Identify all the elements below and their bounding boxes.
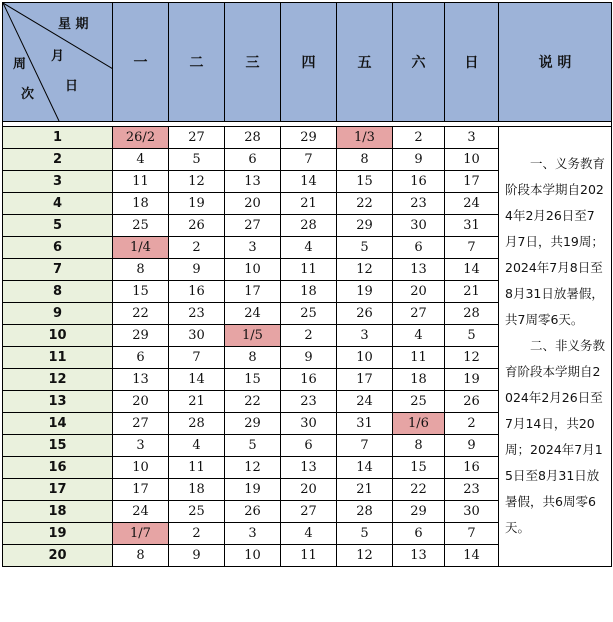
day-cell: 16	[393, 171, 445, 193]
day-cell: 5	[225, 435, 281, 457]
day-cell: 7	[337, 435, 393, 457]
day-cell: 21	[169, 391, 225, 413]
day-cell: 30	[393, 215, 445, 237]
day-cell: 26	[169, 215, 225, 237]
day-cell: 18	[113, 193, 169, 215]
day-cell: 9	[281, 347, 337, 369]
day-cell: 24	[225, 303, 281, 325]
day-cell: 7	[281, 149, 337, 171]
day-cell: 23	[169, 303, 225, 325]
day-cell: 13	[393, 545, 445, 567]
day-cell: 23	[445, 479, 499, 501]
day-cell: 6	[225, 149, 281, 171]
day-cell: 29	[225, 413, 281, 435]
day-cell: 12	[225, 457, 281, 479]
day-cell: 19	[337, 281, 393, 303]
day-cell: 17	[445, 171, 499, 193]
day-cell: 26	[337, 303, 393, 325]
day-cell: 7	[169, 347, 225, 369]
day-cell: 29	[113, 325, 169, 347]
day-cell: 14	[337, 457, 393, 479]
day-cell: 14	[445, 545, 499, 567]
day-cell: 10	[225, 545, 281, 567]
day-cell: 11	[281, 259, 337, 281]
note-text	[499, 127, 611, 541]
school-calendar-table	[2, 2, 612, 567]
week-number: 9	[3, 303, 113, 325]
day-cell: 19	[225, 479, 281, 501]
note-cell	[499, 127, 612, 567]
day-cell: 27	[393, 303, 445, 325]
week-row	[3, 127, 612, 149]
day-cell: 10	[337, 347, 393, 369]
day-cell: 30	[169, 325, 225, 347]
week-number: 3	[3, 171, 113, 193]
day-cell: 6	[281, 435, 337, 457]
note-paragraph-compulsory: 一、义务教育阶段本学期自2024年2月26日至7月7日，共19周；2024年7月8日至8月31日放暑假，共7周零6天。	[505, 156, 606, 327]
week-number: 1	[3, 127, 113, 149]
day-cell: 28	[445, 303, 499, 325]
day-cell: 16	[445, 457, 499, 479]
day-cell: 11	[169, 457, 225, 479]
day-cell: 4	[169, 435, 225, 457]
week-number: 18	[3, 501, 113, 523]
day-cell: 15	[393, 457, 445, 479]
day-cell: 24	[113, 501, 169, 523]
day-cell: 5	[337, 237, 393, 259]
day-cell: 3	[113, 435, 169, 457]
day-cell: 27	[225, 215, 281, 237]
day-cell: 31	[337, 413, 393, 435]
day-cell: 27	[169, 127, 225, 149]
day-cell: 8	[393, 435, 445, 457]
day-cell: 20	[225, 193, 281, 215]
day-cell: 13	[393, 259, 445, 281]
week-number: 7	[3, 259, 113, 281]
day-cell: 9	[169, 545, 225, 567]
day-cell: 13	[113, 369, 169, 391]
day-cell: 12	[169, 171, 225, 193]
day-cell: 12	[337, 545, 393, 567]
corner-label-weekday: 星 期	[58, 17, 89, 32]
day-cell: 10	[225, 259, 281, 281]
day-cell: 22	[393, 479, 445, 501]
day-cell: 10	[113, 457, 169, 479]
day-cell: 3	[337, 325, 393, 347]
day-cell: 30	[281, 413, 337, 435]
day-cell: 4	[281, 523, 337, 545]
day-header-mon: 一	[113, 3, 169, 122]
day-cell: 21	[445, 281, 499, 303]
day-cell: 24	[445, 193, 499, 215]
day-cell: 17	[337, 369, 393, 391]
corner-label-ordinal: 次	[21, 87, 35, 102]
day-cell: 16	[169, 281, 225, 303]
day-cell: 1/7	[113, 523, 169, 545]
day-cell: 25	[169, 501, 225, 523]
day-cell: 20	[393, 281, 445, 303]
corner-label-week: 周	[13, 57, 27, 72]
day-cell: 1/5	[225, 325, 281, 347]
day-cell: 25	[113, 215, 169, 237]
day-cell: 18	[393, 369, 445, 391]
day-cell: 5	[445, 325, 499, 347]
week-number: 17	[3, 479, 113, 501]
header-row	[3, 3, 612, 122]
day-cell: 18	[169, 479, 225, 501]
week-number: 19	[3, 523, 113, 545]
day-cell: 15	[113, 281, 169, 303]
day-cell: 8	[113, 259, 169, 281]
day-cell: 2	[393, 127, 445, 149]
week-number: 14	[3, 413, 113, 435]
day-cell: 23	[281, 391, 337, 413]
day-cell: 19	[445, 369, 499, 391]
day-cell: 12	[337, 259, 393, 281]
note-paragraph-non-compulsory: 二、非义务教育阶段本学期自2024年2月26日至7月14日，共20周；2024年7月15日至8月31日放暑假，共6周零6天。	[505, 338, 606, 535]
day-cell: 26	[225, 501, 281, 523]
day-header-tue: 二	[169, 3, 225, 122]
day-cell: 4	[113, 149, 169, 171]
day-cell: 23	[393, 193, 445, 215]
day-cell: 4	[393, 325, 445, 347]
day-cell: 28	[225, 127, 281, 149]
day-cell: 11	[281, 545, 337, 567]
day-cell: 14	[169, 369, 225, 391]
day-cell: 31	[445, 215, 499, 237]
day-cell: 9	[393, 149, 445, 171]
day-cell: 20	[281, 479, 337, 501]
day-cell: 11	[393, 347, 445, 369]
day-cell: 5	[337, 523, 393, 545]
day-cell: 5	[169, 149, 225, 171]
day-cell: 22	[337, 193, 393, 215]
day-cell: 8	[337, 149, 393, 171]
day-cell: 2	[281, 325, 337, 347]
day-cell: 8	[225, 347, 281, 369]
day-cell: 27	[281, 501, 337, 523]
day-cell: 15	[337, 171, 393, 193]
week-number: 2	[3, 149, 113, 171]
week-number: 16	[3, 457, 113, 479]
day-cell: 29	[393, 501, 445, 523]
corner-header	[3, 3, 113, 122]
day-header-wed: 三	[225, 3, 281, 122]
day-cell: 15	[225, 369, 281, 391]
day-cell: 8	[113, 545, 169, 567]
day-cell: 13	[281, 457, 337, 479]
day-cell: 21	[281, 193, 337, 215]
day-cell: 3	[225, 237, 281, 259]
day-cell: 3	[445, 127, 499, 149]
week-number: 20	[3, 545, 113, 567]
day-cell: 2	[169, 523, 225, 545]
day-header-sun: 日	[445, 3, 499, 122]
day-cell: 13	[225, 171, 281, 193]
week-number: 13	[3, 391, 113, 413]
day-cell: 22	[225, 391, 281, 413]
day-cell: 30	[445, 501, 499, 523]
week-number: 5	[3, 215, 113, 237]
day-header-sat: 六	[393, 3, 445, 122]
day-cell: 29	[281, 127, 337, 149]
day-cell: 1/3	[337, 127, 393, 149]
week-number: 11	[3, 347, 113, 369]
day-cell: 6	[113, 347, 169, 369]
day-cell: 25	[393, 391, 445, 413]
day-cell: 6	[393, 237, 445, 259]
day-cell: 16	[281, 369, 337, 391]
week-number: 4	[3, 193, 113, 215]
corner-label-day: 日	[65, 79, 79, 94]
week-number: 15	[3, 435, 113, 457]
day-cell: 17	[113, 479, 169, 501]
day-cell: 28	[169, 413, 225, 435]
day-cell: 28	[337, 501, 393, 523]
day-cell: 22	[113, 303, 169, 325]
day-header-fri: 五	[337, 3, 393, 122]
corner-label-month: 月	[51, 49, 65, 64]
day-cell: 9	[445, 435, 499, 457]
weeks-body	[3, 127, 612, 567]
day-cell: 29	[337, 215, 393, 237]
day-cell: 1/4	[113, 237, 169, 259]
day-cell: 17	[225, 281, 281, 303]
week-number: 10	[3, 325, 113, 347]
day-cell: 14	[445, 259, 499, 281]
day-cell: 26	[445, 391, 499, 413]
day-cell: 20	[113, 391, 169, 413]
day-cell: 4	[281, 237, 337, 259]
day-cell: 24	[337, 391, 393, 413]
day-cell: 28	[281, 215, 337, 237]
week-number: 12	[3, 369, 113, 391]
day-cell: 11	[113, 171, 169, 193]
day-cell: 18	[281, 281, 337, 303]
day-cell: 19	[169, 193, 225, 215]
note-header: 说 明	[499, 3, 612, 122]
day-cell: 12	[445, 347, 499, 369]
day-cell: 10	[445, 149, 499, 171]
day-cell: 2	[169, 237, 225, 259]
day-cell: 6	[393, 523, 445, 545]
day-cell: 14	[281, 171, 337, 193]
week-number: 6	[3, 237, 113, 259]
day-cell: 2	[445, 413, 499, 435]
week-number: 8	[3, 281, 113, 303]
day-cell: 1/6	[393, 413, 445, 435]
day-cell: 26/2	[113, 127, 169, 149]
day-cell: 21	[337, 479, 393, 501]
day-cell: 9	[169, 259, 225, 281]
day-cell: 27	[113, 413, 169, 435]
day-cell: 3	[225, 523, 281, 545]
day-cell: 7	[445, 237, 499, 259]
day-cell: 7	[445, 523, 499, 545]
day-cell: 25	[281, 303, 337, 325]
day-header-thu: 四	[281, 3, 337, 122]
